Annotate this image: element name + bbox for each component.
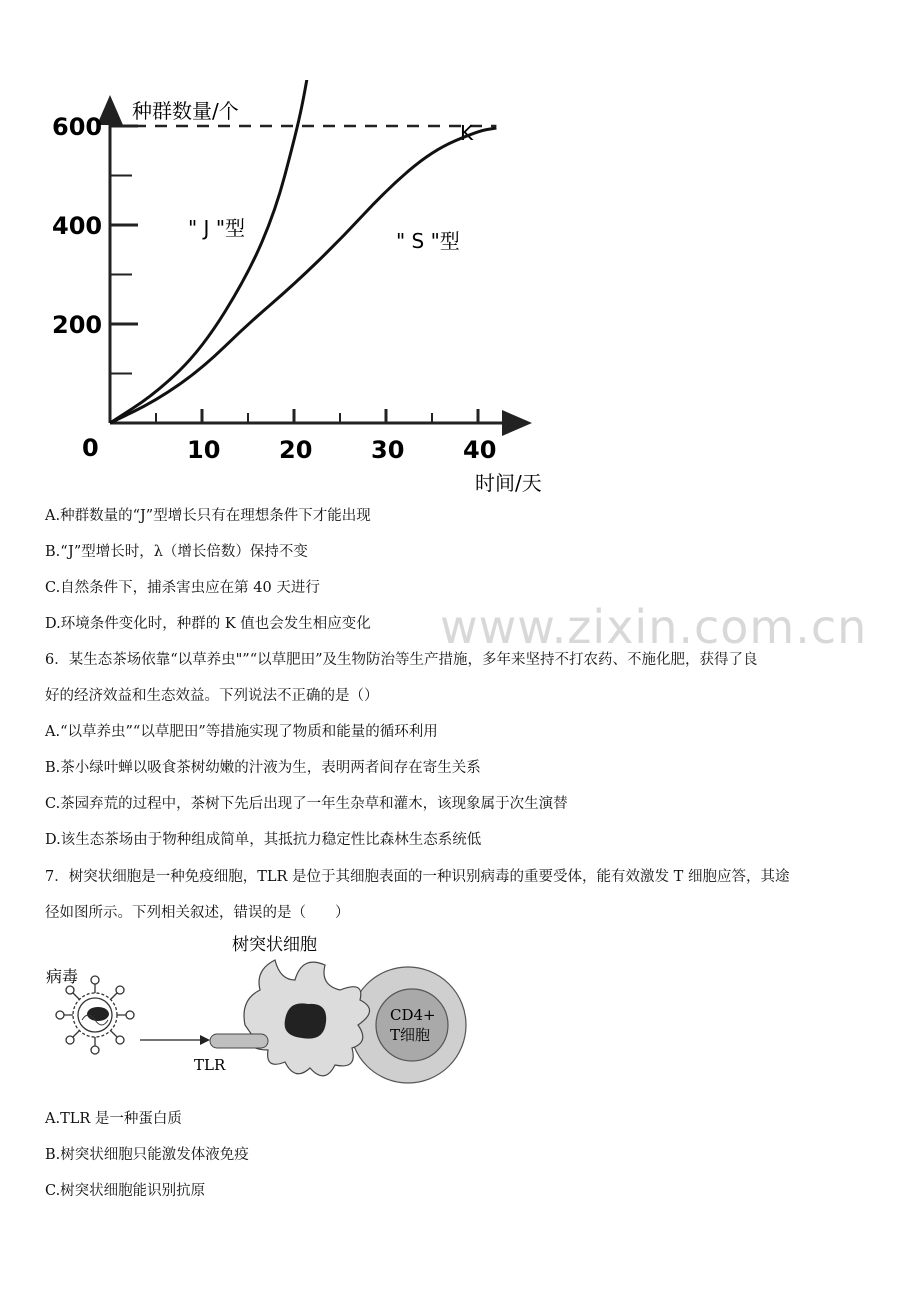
virus-label: 病毒 [46,967,79,986]
tlr-receptor [210,1034,268,1048]
j-curve-label: " J "型 [188,216,246,240]
y-tick-label: 400 [52,212,103,240]
x-tick-label: 40 [463,436,497,464]
q5-option-d: D.环境条件变化时，种群的 K 值也会发生相应变化 [45,616,371,632]
t-cell-nucleus [376,989,448,1061]
q7-option-b: B.树突状细胞只能激发体液免疫 [45,1147,249,1163]
s-curve-label: " S "型 [396,229,460,253]
x-axis-arrow-icon [502,410,532,436]
x-tick-label: 10 [187,436,221,464]
x-tick-label: 20 [279,436,313,464]
origin-label: 0 [82,434,99,462]
q6-stem-line1: 6．某生态茶场依靠“以草养虫"”“以草肥田”及生物防治等生产措施，多年来坚持不打农药、不施化肥，获得了良 [45,652,758,668]
q5-option-a: A.种群数量的“J”型增长只有在理想条件下才能出现 [45,508,371,524]
arrow-head-icon [200,1035,210,1045]
dendritic-cell-figure [40,930,500,1090]
x-axis-title: 时间/天 [475,471,542,495]
q6-stem-line2: 好的经济效益和生态效益。下列说法不正确的是（） [45,688,379,704]
q5-option-b: B.“J”型增长时，λ（增长倍数）保持不变 [45,544,308,560]
s-curve [110,128,496,423]
y-tick-label: 600 [52,113,103,141]
population-growth-chart [40,80,560,500]
watermark: www.zixin.com.cn [440,600,868,654]
q7-option-a: A.TLR 是一种蛋白质 [45,1111,182,1127]
j-curve [110,80,312,423]
q6-option-b: B.茶小绿叶蝉以吸食茶树幼嫩的汁液为生，表明两者间存在寄生关系 [45,760,481,776]
dendritic-cell-label: 树突状细胞 [232,935,317,955]
q7-stem-line1: 7．树突状细胞是一种免疫细胞，TLR 是位于其细胞表面的一种识别病毒的重要受体，能有效激发 T 细胞应答，其途 [45,869,790,885]
q7-option-c: C.树突状细胞能识别抗原 [45,1183,206,1199]
q6-option-d: D.该生态茶场由于物种组成简单，其抵抗力稳定性比森林生态系统低 [45,832,482,848]
tlr-label: TLR [194,1056,226,1074]
t-cell-label-line1: CD4+ [390,1006,436,1024]
dendritic-cell-nucleus [285,1003,327,1038]
q7-stem-line2: 径如图所示。下列相关叙述，错误的是（ ） [45,905,350,921]
y-tick-label: 200 [52,311,103,339]
t-cell-label-line2: T细胞 [390,1026,431,1044]
q5-option-c: C.自然条件下，捕杀害虫应在第 40 天进行 [45,580,320,596]
y-axis-title: 种群数量/个 [132,99,239,123]
q6-option-a: A.“以草养虫”“以草肥田”等措施实现了物质和能量的循环利用 [45,724,438,740]
x-tick-label: 30 [371,436,405,464]
k-label: K [460,121,474,145]
q6-option-c: C.茶园弃荒的过程中，茶树下先后出现了一年生杂草和灌木，该现象属于次生演替 [45,796,568,812]
virus-icon [56,976,134,1054]
